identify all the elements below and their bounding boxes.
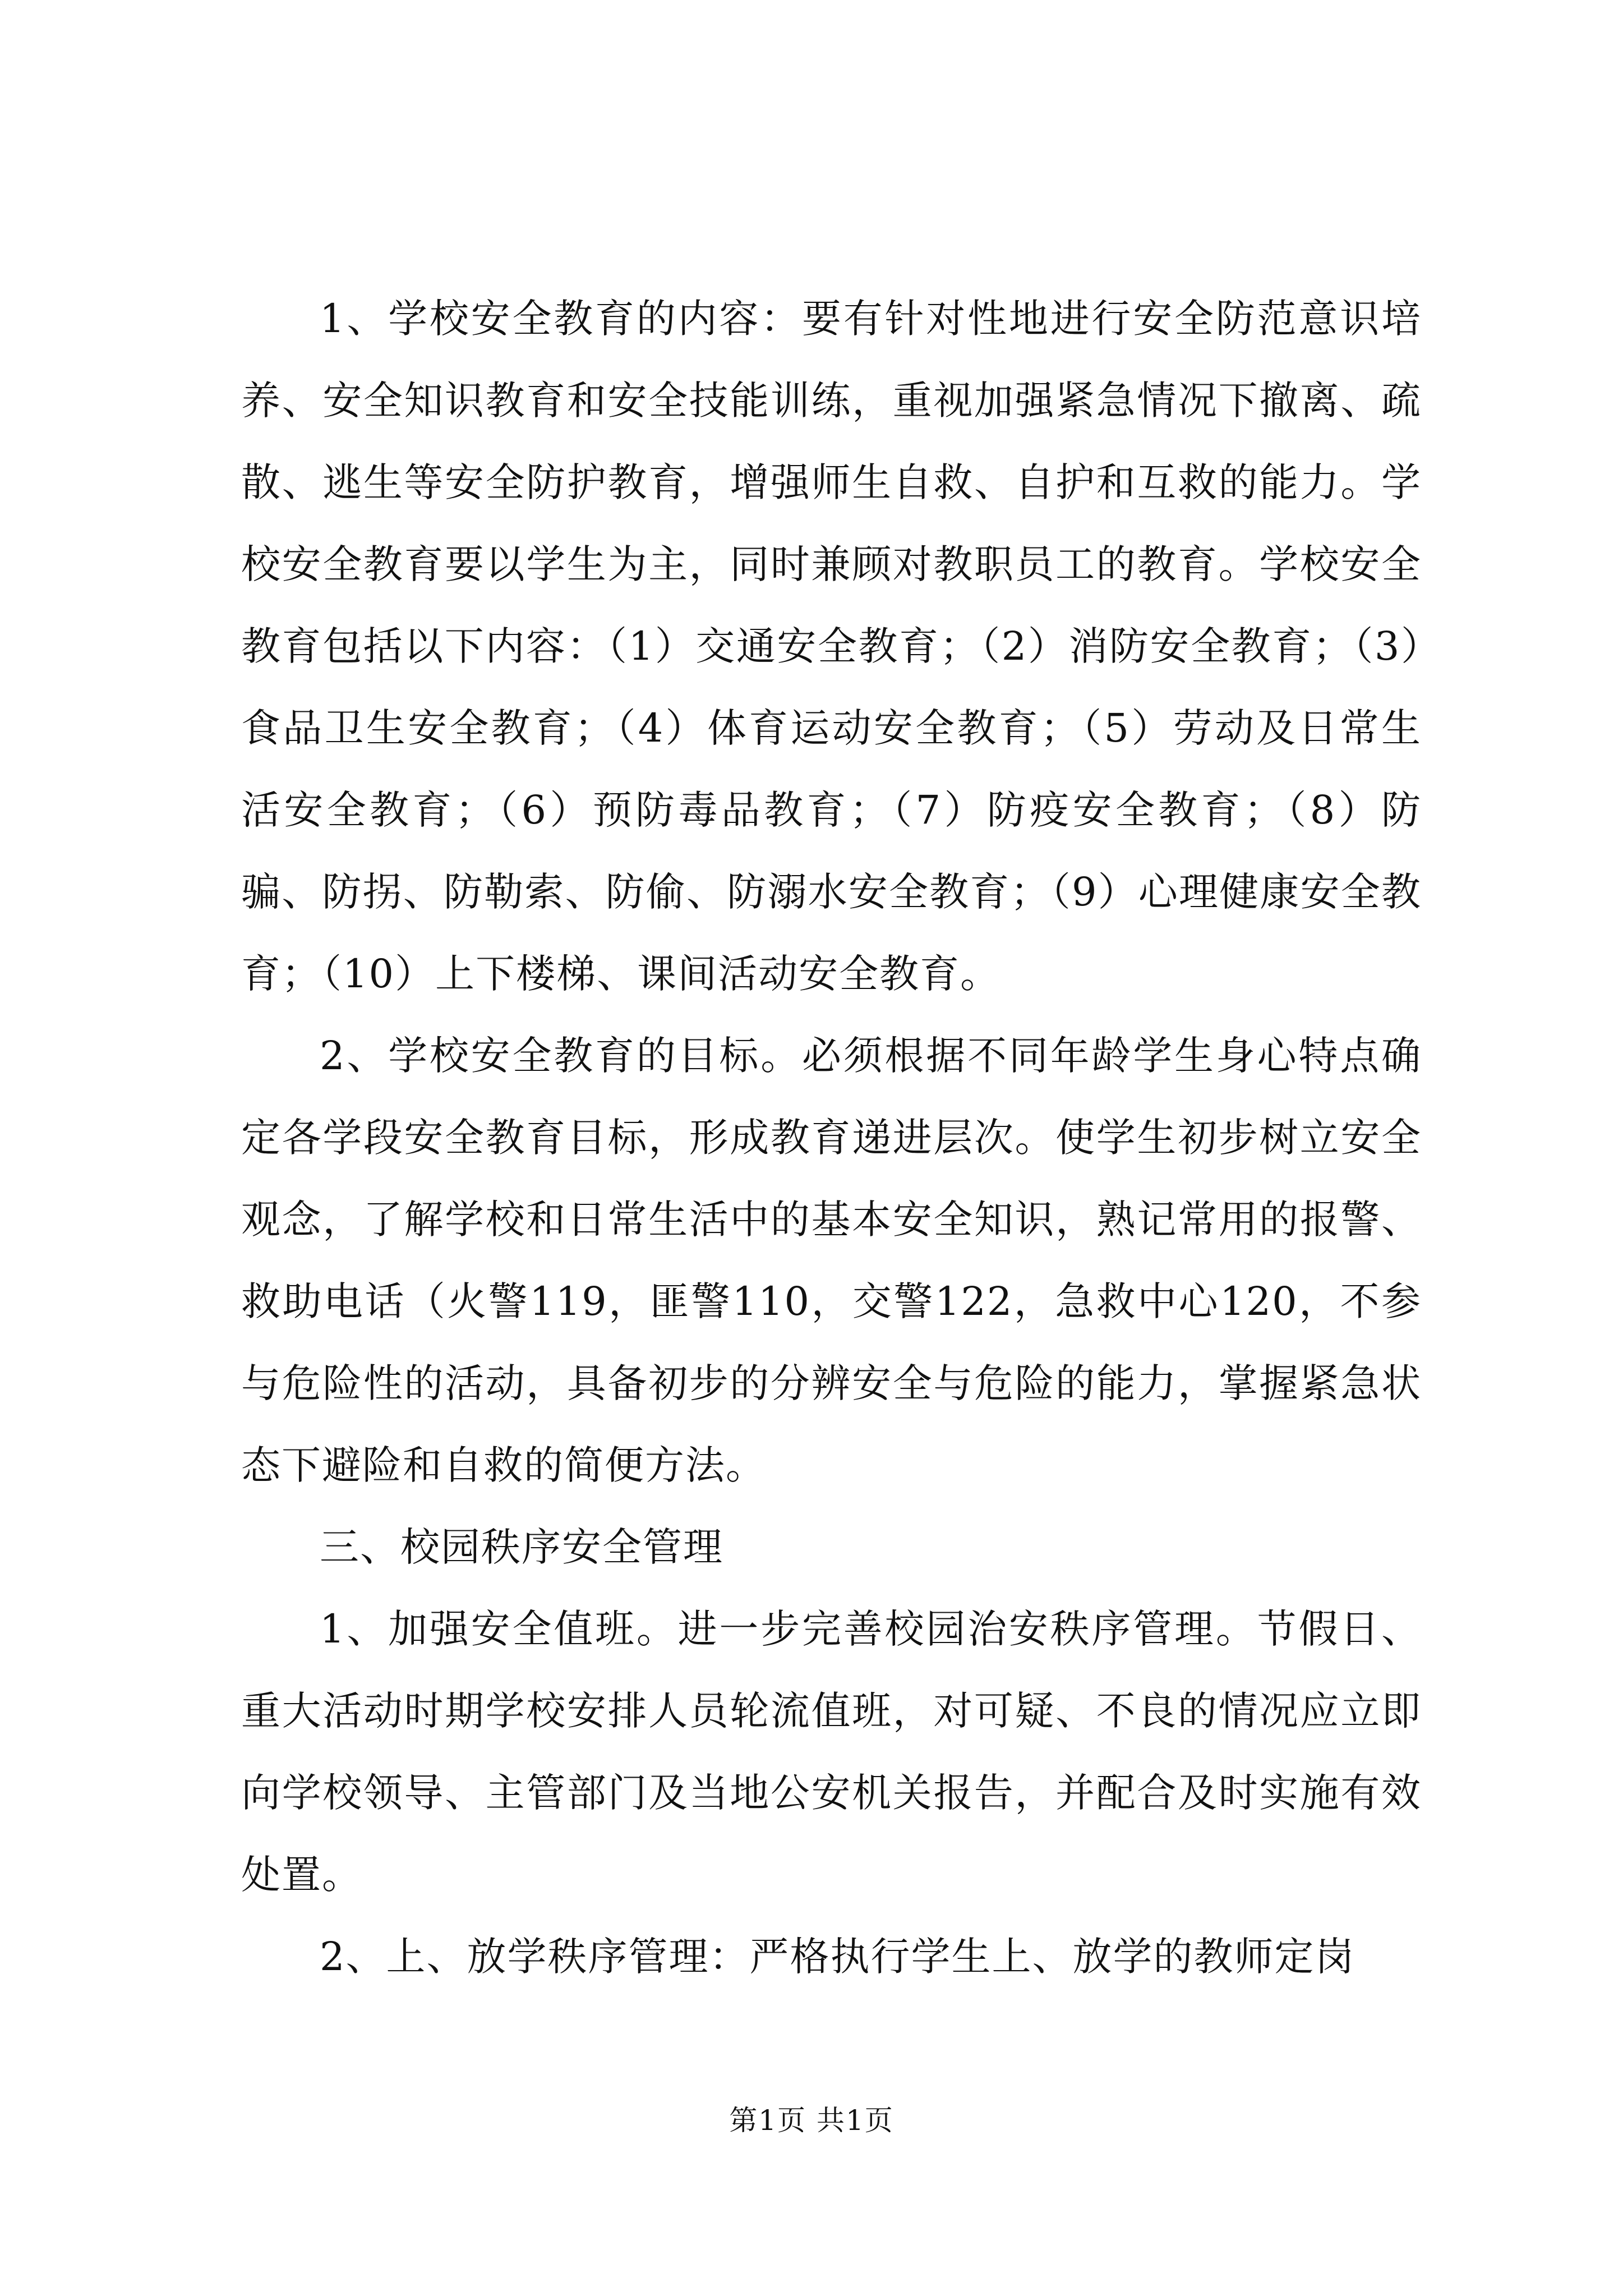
paragraph-school-hours-order: 2、上、放学秩序管理：严格执行学生上、放学的教师定岗 bbox=[320, 1934, 1355, 1980]
document-body bbox=[241, 278, 1422, 1998]
section-heading-campus-order: 三、校园秩序安全管理 bbox=[320, 1524, 723, 1570]
paragraph-safety-duty: 1、加强安全值班。进一步完善校园治安秩序管理。节假日、重大活动时期学校安排人员轮流值班，对可疑、不良的情况应立即向学校领导、主管部门及当地公安机关报告，并配合及时实施有效处置。 bbox=[241, 1606, 1422, 1898]
paragraph-safety-education-content: 1、学校安全教育的内容：要有针对性地进行安全防范意识培养、安全知识教育和安全技能训练，重视加强紧急情况下撤离、疏散、逃生等安全防护教育，增强师生自救、自护和互救的能力。学校安全教育要以学生为主，同时兼顾对教职员工的教育。学校安全教育包括以下内容：（1）交通安全教育；（2）消防安全教育；（3）食品卫生安全教育；（4）体育运动安全教育；（5）劳动及日常生活安全教育；（6）预防毒品教育；（7）防疫安全教育；（8）防骗、防拐、防勒索、防偷、防溺水安全教育；（9）心理健康安全教育；（10）上下楼梯、课间活动安全教育。 bbox=[241, 296, 1422, 997]
paragraph-safety-education-goals: 2、学校安全教育的目标。必须根据不同年龄学生身心特点确定各学段安全教育目标，形成教育递进层次。使学生初步树立安全观念，了解学校和日常生活中的基本安全知识，熟记常用的报警、救助电话（火警119，匪警110，交警122，急救中心120，不参与危险性的活动，具备初步的分辨安全与危险的能力，掌握紧急状态下避险和自救的简便方法。 bbox=[241, 1033, 1422, 1488]
page-footer: 第1页 共1页 bbox=[729, 2104, 894, 2137]
